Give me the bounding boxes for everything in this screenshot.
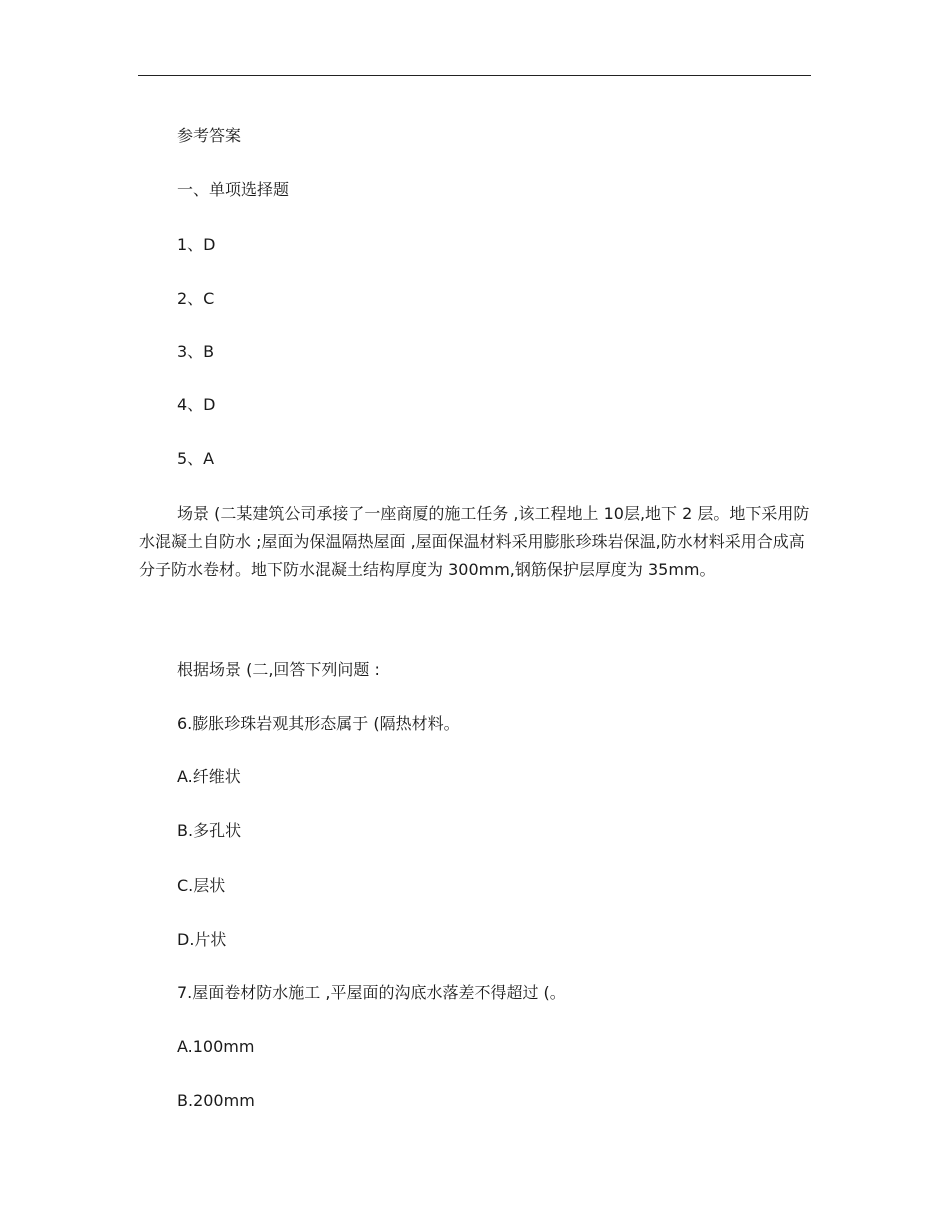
question-7-option: B.200mm — [177, 1091, 255, 1110]
answer-item: 5、A — [177, 449, 215, 468]
question-6-option: D.片状 — [177, 930, 227, 949]
answer-item: 2、C — [177, 289, 215, 308]
question-6-option: B.多孔状 — [177, 821, 242, 840]
question-6-option: C.层状 — [177, 876, 226, 895]
answer-item: 4、D — [177, 395, 216, 414]
answer-item: 3、B — [177, 342, 215, 361]
answer-item: 1、D — [177, 235, 216, 254]
header-rule — [138, 75, 811, 76]
question-6-option: A.纤维状 — [177, 767, 241, 786]
section-title: 一、单项选择题 — [177, 180, 290, 199]
answer-heading: 参考答案 — [177, 126, 242, 145]
question-7-option: A.100mm — [177, 1037, 255, 1056]
question-6-stem: 6.膨胀珍珠岩观其形态属于 (隔热材料。 — [177, 714, 460, 733]
scenario-paragraph: 场景 (二某建筑公司承接了一座商厦的施工任务 ,该工程地上 10层,地下 2 层。地下采用防水混凝土自防水 ;屋面为保温隔热屋面 ,屋面保温材料采用膨胀珍珠岩保温,防水材料采用合成高分子防水卷材。地下防水混凝土结构厚度为 300mm,钢筋保护层厚度为 35mm。 — [139, 504, 810, 579]
question-prompt: 根据场景 (二,回答下列问题 : — [177, 660, 380, 679]
question-7-stem: 7.屋面卷材防水施工 ,平屋面的沟底水落差不得超过 (。 — [177, 983, 566, 1002]
